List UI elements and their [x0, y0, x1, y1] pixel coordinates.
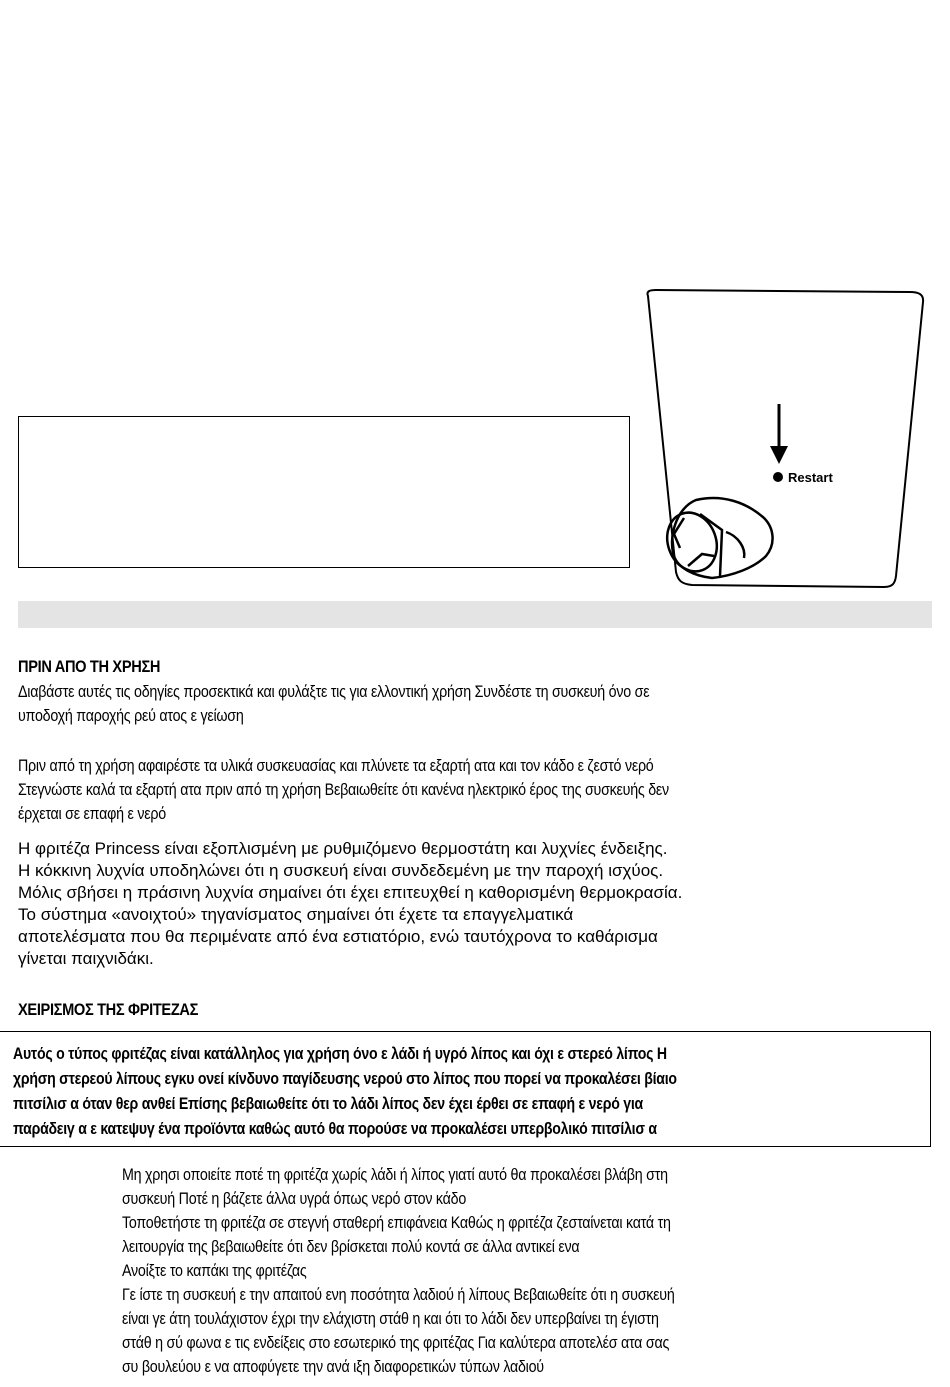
warning-line: πιτσίλισ α όταν θερ ανθεί Επίσης βεβαιωθείτε ότι το λάδι λίπος δεν έχει έρθει σε επαφή ε νερό για [13, 1094, 643, 1113]
step-line: Γε ίστε τη συσκευή ε την απαιτού ενη ποσότητα λαδιού ή λίπους Βεβαιωθείτε ότι η συσκευή [122, 1285, 675, 1304]
text-line: Μόλις σβήσει η πράσινη λυχνία σημαίνει ότι έχει επιτευχθεί η καθορισμένη θερμοκρασία. [18, 883, 683, 902]
text-line: υποδοχή παροχής ρεύ ατος ε γείωση [18, 706, 244, 725]
step-line: λειτουργία της βεβαιωθείτε ότι δεν βρίσκεται πολύ κοντά σε άλλα αντικεί ενα [122, 1237, 580, 1256]
text-line: Στεγνώστε καλά τα εξαρτή ατα πριν από τη χρήση Βεβαιωθείτε ότι κανένα ηλεκτρικό έρος της συσκευής δεν [18, 780, 669, 799]
paragraph-features [18, 838, 682, 970]
restart-label: Restart [788, 470, 833, 485]
text-line: Το σύστημα «ανοιχτού» τηγανίσματος σημαίνει ότι έχετε τα επαγγελματικά [18, 905, 574, 924]
warning-text [13, 1041, 677, 1141]
text-line: αποτελέσματα που θα περιμένατε από ένα εστιατόριο, ενώ ταυτόχρονα το καθάρισμα [18, 927, 658, 946]
step-line: Ανοίξτε το καπάκι της φριτέζας [122, 1261, 307, 1280]
section-heading-operation: ΧΕΙΡΙΣΜΟΣ ΤΗΣ ΦΡΙΤΕΖΑΣ [18, 1000, 199, 1019]
step-line: είναι γε άτη τουλάχιστον έχρι την ελάχιστη στάθ η και ότι το λάδι δεν υπερβαίνει τη έγιστη [122, 1309, 659, 1328]
step-line: Μη χρησι οποιείτε ποτέ τη φριτέζα χωρίς λάδι ή λίπος γιατί αυτό θα προκαλέσει βλάβη στη [122, 1165, 668, 1184]
text-line: έρχεται σε επαφή ε νερό [18, 804, 166, 823]
step-line: Τοποθετήστε τη φριτέζα σε στεγνή σταθερή επιφάνεια Καθώς η φριτέζα ζεσταίνεται κατά τη [122, 1213, 671, 1232]
step-line: συ βουλεύου ε να αποφύγετε την ανά ιξη διαφορετικών τύπων λαδιού [122, 1357, 544, 1376]
text-line: Πριν από τη χρήση αφαιρέστε τα υλικά συσκευασίας και πλύνετε τα εξαρτή ατα και τον κάδο ε ζεστό νερό [18, 756, 654, 775]
text-line: γίνεται παιχνιδάκι. [18, 949, 154, 968]
warning-line: Αυτός ο τύπος φριτέζας είναι κατάλληλος για χρήση όνο ε λάδι ή υγρό λίπος και όχι ε στερεό λίπος Η [13, 1044, 667, 1063]
grey-separator-bar [18, 601, 932, 628]
paragraph-cleaning [18, 754, 669, 826]
warning-line: παράδειγ α ε κατεψυγ ένα προϊόντα καθώς αυτό θα πορούσε να προκαλέσει υπερβολικό πιτσίλισ α [13, 1119, 657, 1138]
section-heading-before-use: ΠΡΙΝ ΑΠΟ ΤΗ ΧΡΗΣΗ [18, 657, 161, 676]
appliance-figure [634, 286, 929, 592]
step-line: συσκευή Ποτέ η βάζετε άλλα υγρά όπως νερό στον κάδο [122, 1189, 467, 1208]
paragraph-intro [18, 680, 649, 728]
restart-button-icon [773, 472, 783, 482]
warning-line: χρήση στερεού λίπους εγκυ ονεί κίνδυνο παγίδευσης νερού στο λίπος που πορεί να προκαλέσει βίαιο [13, 1069, 677, 1088]
text-line: Διαβάστε αυτές τις οδηγίες προσεκτικά και φυλάξτε τις για ελλοντική χρήση Συνδέστε τη συσκευή όνο σε [18, 682, 650, 701]
step-line: στάθ η σύ φωνα ε τις ενδείξεις στο εσωτερικό της φριτέζας Για καλύτερα αποτελέσ ατα σας [122, 1333, 670, 1352]
down-arrow-icon [770, 404, 788, 464]
empty-frame-box [18, 416, 630, 568]
operation-steps [122, 1163, 675, 1379]
text-line: Η κόκκινη λυχνία υποδηλώνει ότι η συσκευή είναι συνδεδεμένη με την παροχή ισχύος. [18, 861, 664, 880]
text-line: Η φριτέζα Princess είναι εξοπλισμένη με ρυθμιζόμενο θερμοστάτη και λυχνίες ένδειξης. [18, 839, 668, 858]
appliance-outline [647, 290, 923, 587]
